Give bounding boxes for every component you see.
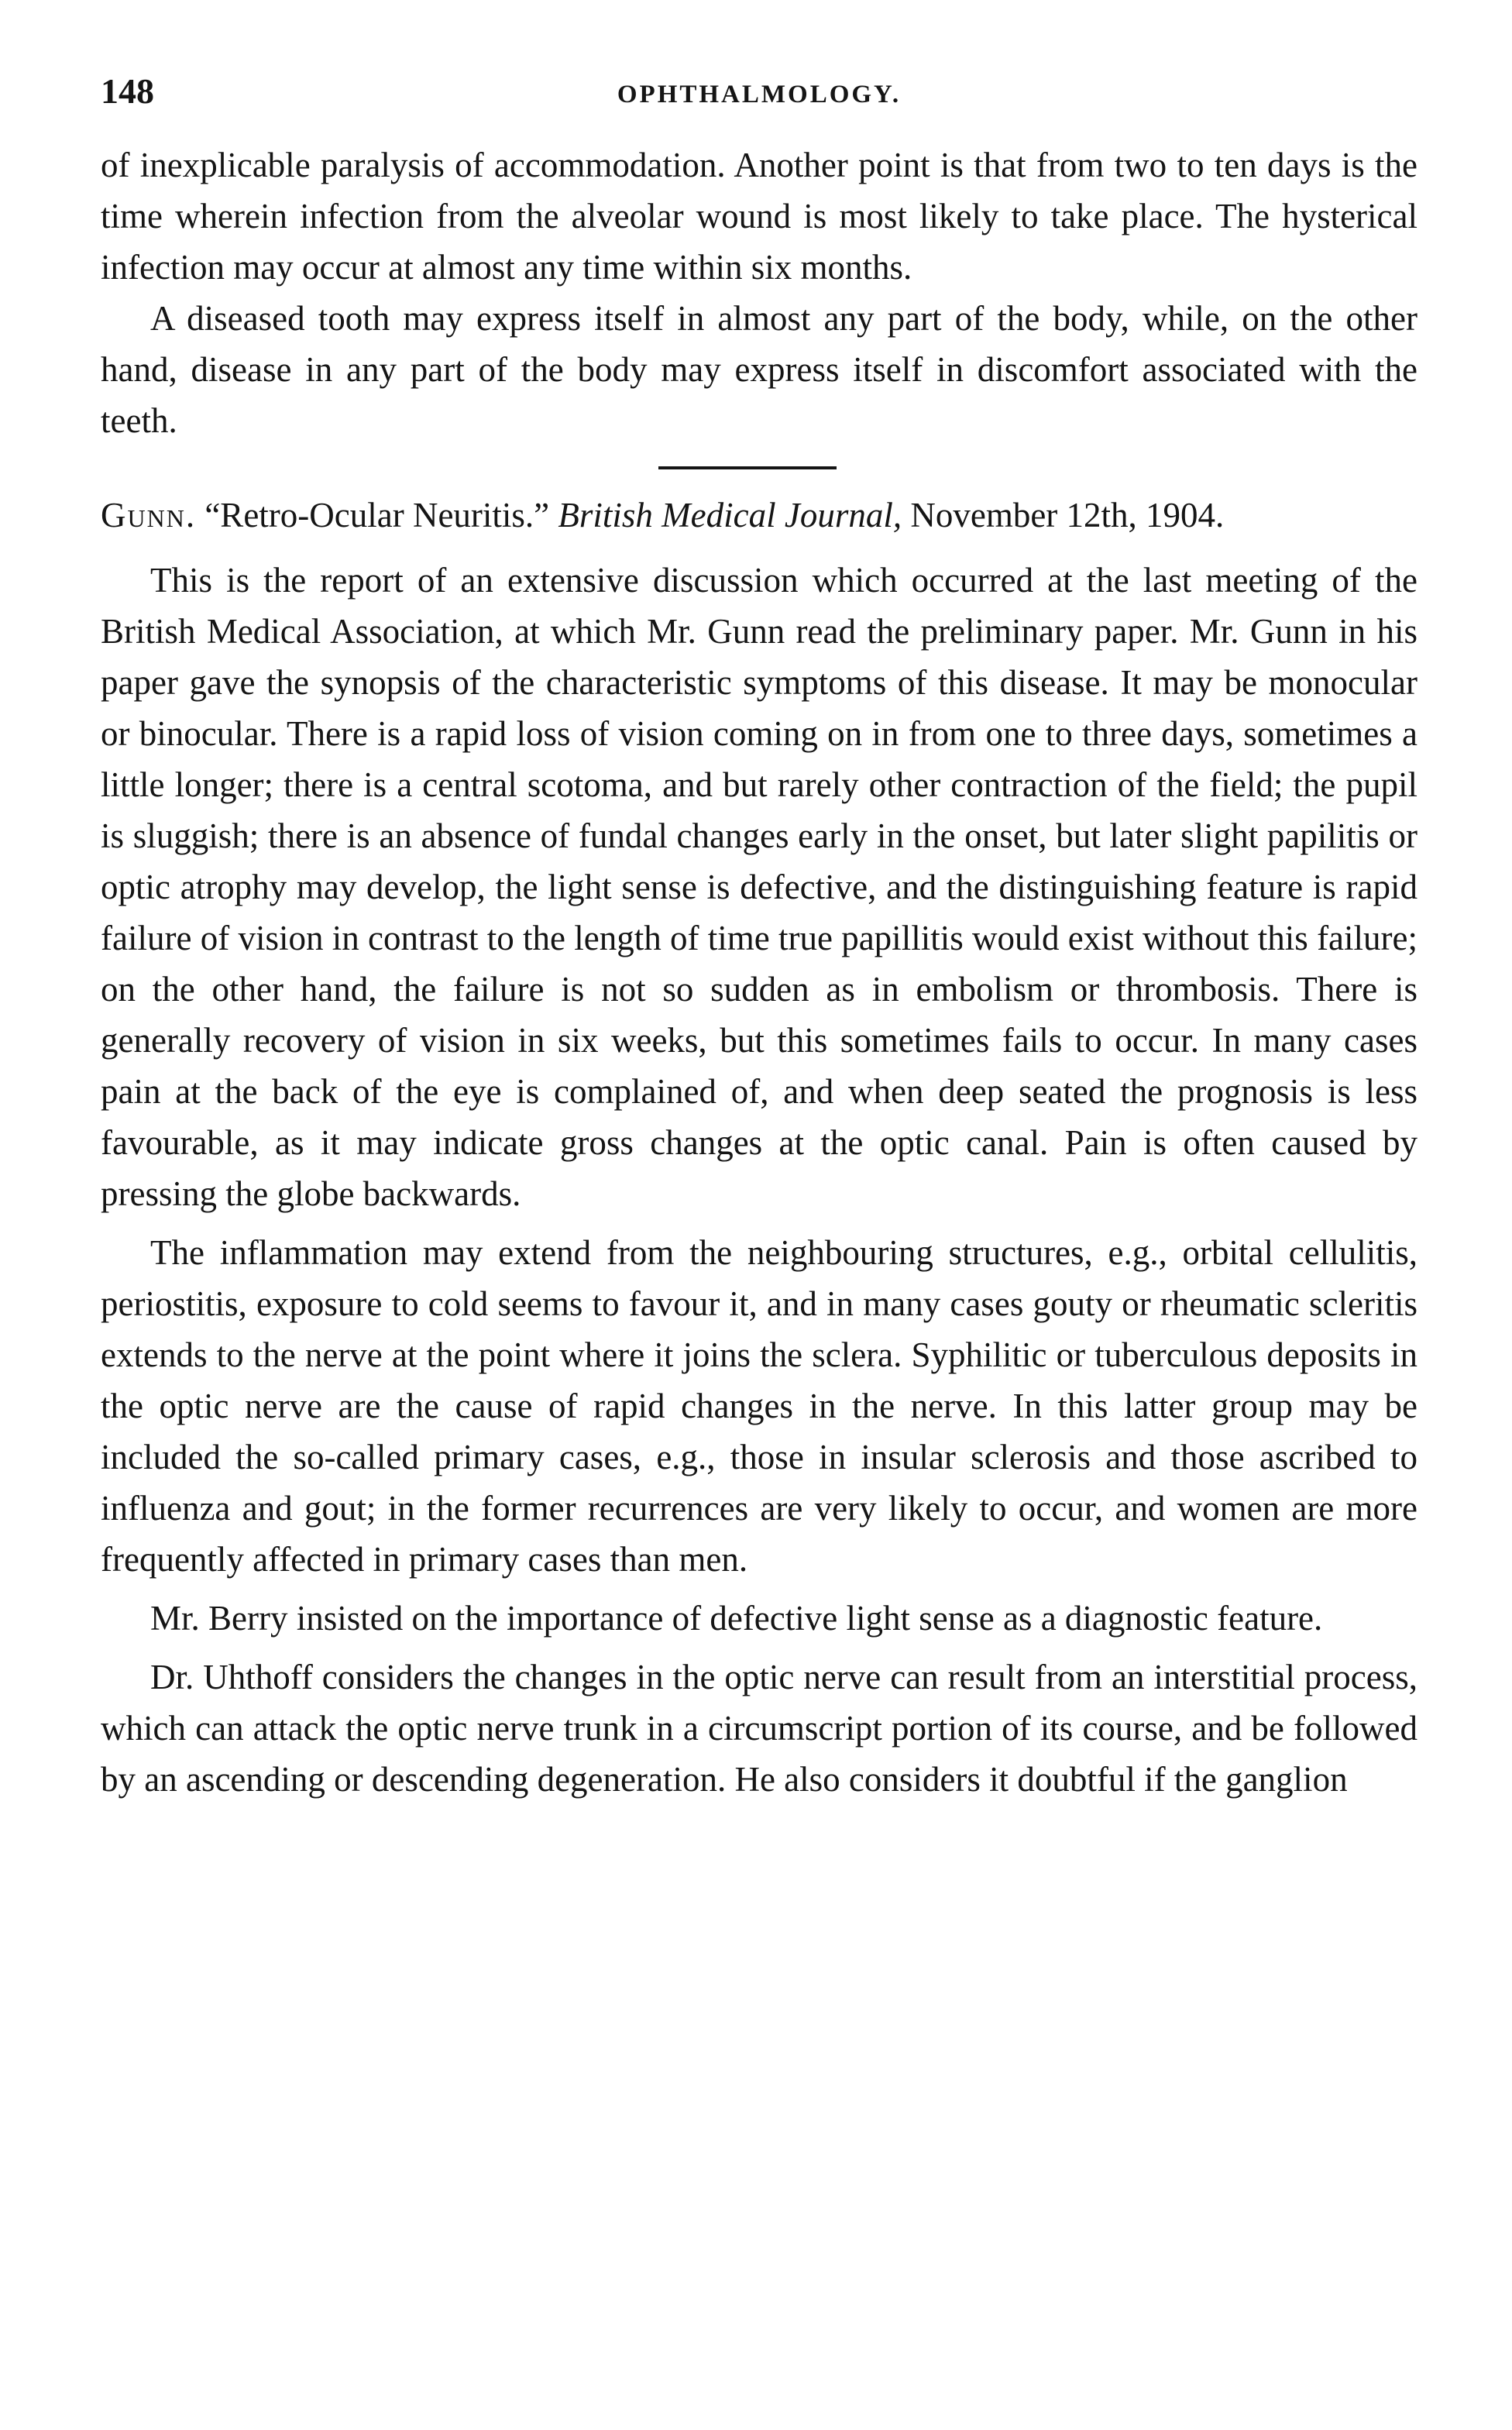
reference-date: November 12th, 1904. xyxy=(910,496,1225,534)
reference-author: Gunn. xyxy=(101,496,197,534)
running-head xyxy=(101,68,1418,122)
paragraph: This is the report of an extensive discussion which occurred at the last meeting of the British Medical Association, at which Mr. Gunn read the preliminary paper. Mr. Gunn in his paper gave the synopsis of the characteristic symptoms of this disease. It may be monocular or binocular. There is a rapid loss of vision coming on in from one to three days, sometimes a little longer; there is a central scotoma, and but rarely other contraction of the field; the pupil is sluggish; there is an absence of fundal changes early in the onset, but later slight papilitis or optic atrophy may develop, the light sense is defective, and the distinguishing feature is rapid failure of vision in contrast to the length of time true papillitis would exist without this failure; on the other hand, the failure is not so sudden as in embolism or thrombosis. There is generally recovery of vision in six weeks, but this sometimes fails to occur. In many cases pain at the back of the eye is complained of, and when deep seated the prognosis is less favourable, as it may indicate gross changes at the optic canal. Pain is often caused by pressing the globe backwards. xyxy=(101,561,1418,1213)
book-page xyxy=(101,68,1418,2392)
paragraph: Dr. Uhthoff considers the changes in the optic nerve can result from an interstitial process, which can attack the optic nerve trunk in a circumscript portion of its course, and be followed by an ascending or descending degeneration. He also considers it doubtful if the ganglion xyxy=(101,1658,1418,1799)
paragraph: The inflammation may extend from the neighbouring structures, e.g., orbital cellulitis, periostitis, exposure to cold seems to favour it, and in many cases gouty or rheumatic scleritis extends to the nerve at the point where it joins the sclera. Syphilitic or tuberculous deposits in the optic nerve are the cause of rapid changes in the nerve. In this latter group may be included the so-called primary cases, e.g., those in insular sclerosis and those ascribed to influenza and gout; in the former recurrences are very likely to occur, and women are more frequently affected in primary cases than men. xyxy=(101,1233,1418,1579)
paragraph-gap xyxy=(101,1644,1418,1652)
paragraph: of inexplicable paralysis of accommodation. Another point is that from two to ten days is the time wherein infection from the alveolar wound is most likely to take place. The hysterical infection may occur at almost any time within six months. xyxy=(101,146,1418,287)
running-title: OPHTHALMOLOGY. xyxy=(617,81,902,108)
divider-rule xyxy=(658,466,837,469)
reference-citation xyxy=(101,490,1418,541)
reference-journal: British Medical Journal, xyxy=(558,496,902,534)
paragraph: Mr. Berry insisted on the importance of defective light sense as a diagnostic feature. xyxy=(150,1599,1323,1638)
page-number: 148 xyxy=(101,71,154,111)
paragraph-gap xyxy=(101,1219,1418,1227)
paragraph-gap xyxy=(101,1585,1418,1593)
section-divider xyxy=(101,446,1418,490)
paragraph: A diseased tooth may express itself in almost any part of the body, while, on the other hand, disease in any part of the body may express itself in discomfort associated with the teeth. xyxy=(101,299,1418,440)
reference-title: “Retro-Ocular Neuritis.” xyxy=(204,496,550,534)
